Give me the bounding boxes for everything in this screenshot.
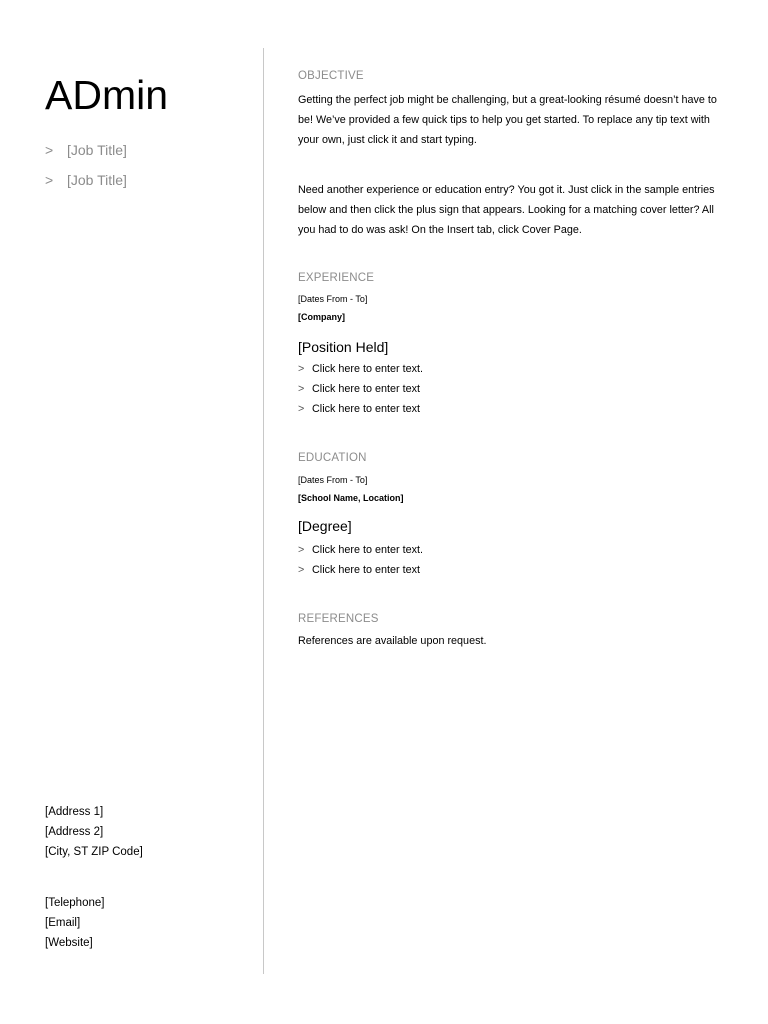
telephone[interactable]: [Telephone] [45,897,105,909]
job-title-item[interactable] [45,135,127,165]
chevron-right-icon: > [298,403,305,415]
experience-company[interactable]: [Company] [298,312,345,322]
contact-details-block [45,893,104,953]
address-line-2[interactable]: [Address 2] [45,826,104,838]
objective-paragraph-2[interactable]: Need another experience or education entry? You got it. Just click in the sample entries below and then click the plus sign that appears. Looking for a matching cover letter? All you had to do was ask! On the Insert tab, click Cover Page. [298,184,715,236]
column-divider [263,48,264,974]
city-state-zip[interactable]: [City, ST ZIP Code] [45,846,143,858]
list-item[interactable]: > Click here to enter text. [298,540,423,560]
chevron-right-icon: > [298,564,305,576]
education-dates[interactable]: [Dates From - To] [298,475,368,485]
education-school[interactable]: [School Name, Location] [298,493,404,503]
job-title: [Job Title] [67,172,127,188]
objective-heading: OBJECTIVE [298,70,364,82]
list-item[interactable]: > Click here to enter text [298,560,423,580]
list-item[interactable]: > Click here to enter text [298,399,423,419]
chevron-right-icon: > [45,172,54,188]
references-text[interactable]: References are available upon request. [298,635,487,647]
job-title: [Job Title] [67,142,127,158]
objective-paragraph-1[interactable]: Getting the perfect job might be challenging, but a great-looking résumé doesn’t have to be! We’ve provided a few quick tips to help you get started. To replace any tip text with your own, just click it and start typing. [298,94,717,146]
address-block [45,802,143,862]
job-title-item[interactable] [45,165,127,195]
experience-bullet-list [298,359,423,419]
website[interactable]: [Website] [45,937,93,949]
chevron-right-icon: > [298,383,305,395]
references-heading: REFERENCES [298,613,379,625]
experience-dates[interactable]: [Dates From - To] [298,294,368,304]
list-item[interactable]: > Click here to enter text [298,379,423,399]
experience-position[interactable]: [Position Held] [298,339,389,355]
address-line-1[interactable]: [Address 1] [45,806,104,818]
list-item[interactable]: > Click here to enter text. [298,359,423,379]
education-bullet-list [298,540,423,580]
education-degree[interactable]: [Degree] [298,518,352,534]
chevron-right-icon: > [45,142,54,158]
email[interactable]: [Email] [45,917,81,929]
job-title-list [45,135,127,195]
education-heading: EDUCATION [298,452,367,464]
experience-heading: EXPERIENCE [298,272,375,284]
chevron-right-icon: > [298,363,305,375]
candidate-name[interactable]: ADmin [45,72,169,118]
chevron-right-icon: > [298,544,305,556]
